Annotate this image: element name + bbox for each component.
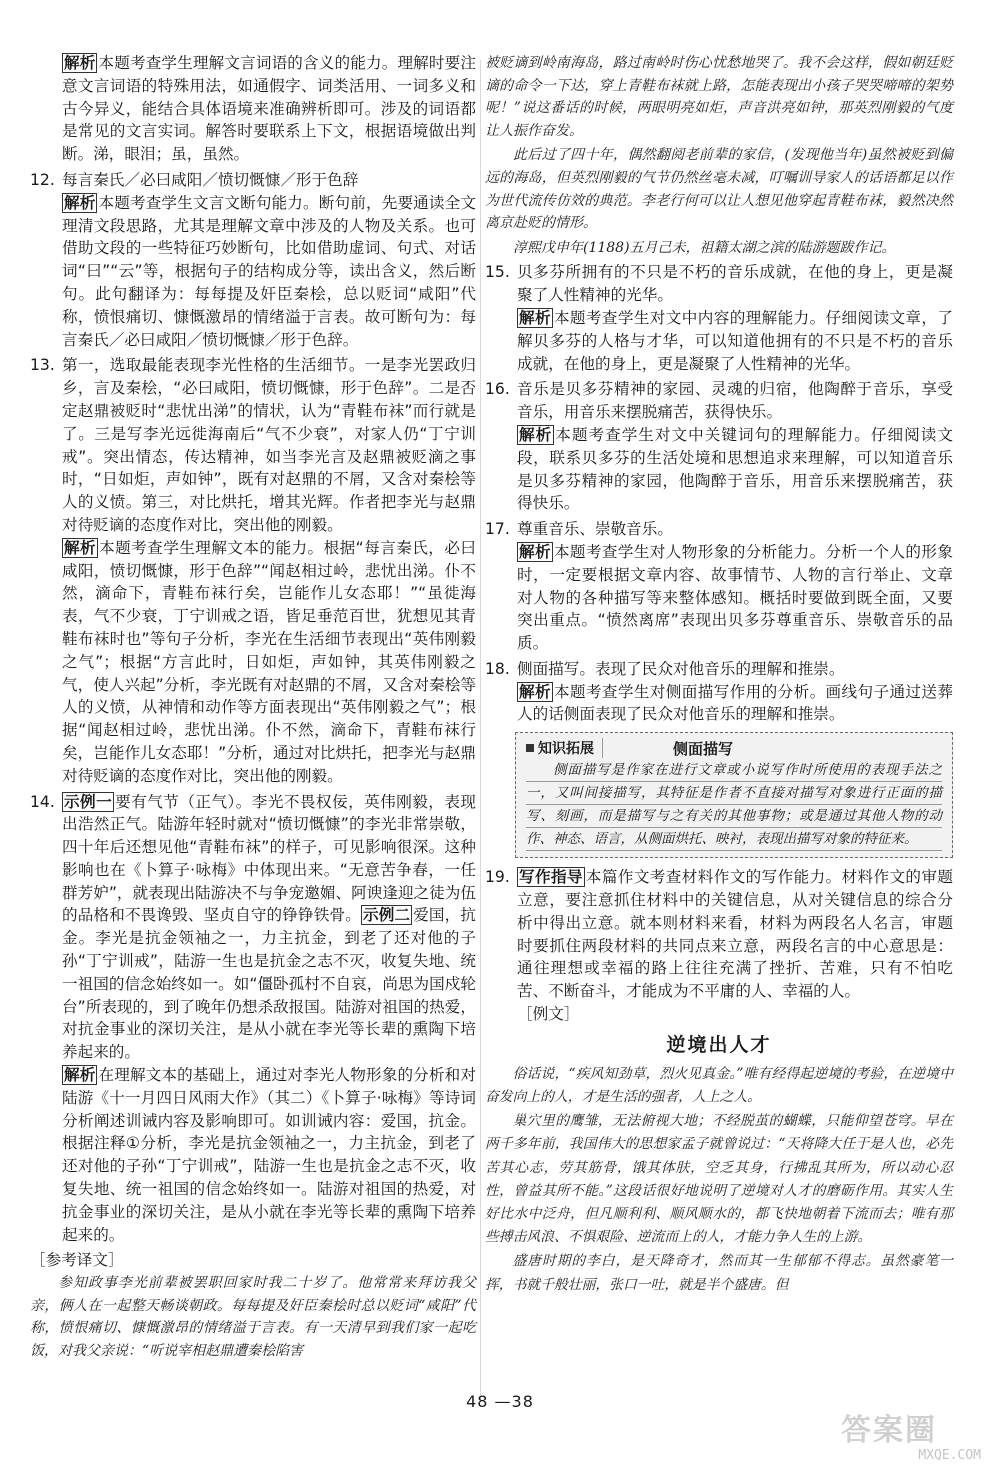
knowledge-extension-text: 侧面描写是作家在进行文章或小说写作时所使用的表现手法之一，又叫间接描写，其特征是作者不直接对描写对象进行正面的描写、刻画，而是描写与之有关的其他事物；或是通过其他人物的动作、神态、语言，从侧面烘托、映衬，表现出描写对象的特征来。 (526, 759, 942, 851)
question-number: 18. (485, 659, 510, 678)
translation-continued: 被贬谪到岭南海岛，路过南岭时伤心忧愁地哭了。我不会这样，假如朝廷贬谪的命令一下达，穿上青鞋布袜就上路，怎能表现出小孩子哭哭啼啼的架势呢！”说这番话的时候，两眼明亮如炬，声音洪亮如钟，那英烈刚毅的气度让人振作奋发。 (485, 55, 953, 139)
question-number: 15. (485, 263, 510, 282)
answer-text: 音乐是贝多芬精神的家园、灵魂的归宿，他陶醉于音乐，享受音乐，用音乐来摆脱痛苦，获得快乐。 (517, 380, 953, 422)
question-number: 12. (30, 170, 55, 189)
answer-text (62, 791, 476, 1065)
analysis-tag: 解析 (64, 1066, 96, 1085)
analysis-tag: 解析 (519, 425, 553, 444)
writing-guide-text: 本篇作文考查材料作文的写作能力。材料作文的审题立意，要注意抓住材料中的关键信息，从对关键信息的综合分析中得出立意。就本则材料来看，材料为两段名人名言，审题时要抓住两段材料的共同点来立意，两段名言的中心意思是：通往理想或幸福的路上往往充满了挫折、苦难，只有不怕吃苦、不断奋斗，才能成为不平庸的人、幸福的人。 (517, 868, 953, 1001)
answer-text: 每言秦氏／必曰咸阳／愤切慨慷／形于色辞 (62, 170, 359, 189)
essay-paragraph: 俗话说，“疾风知劲草，烈火见真金。”唯有经得起逆境的考验，在逆境中奋发向上的人，才是生活的强者，人上之人。 (485, 1065, 953, 1106)
writing-guide-tag: 写作指导 (519, 868, 583, 887)
question-number: 16. (485, 380, 510, 399)
question-15 (485, 261, 953, 375)
example-tag: 示例一 (64, 792, 113, 811)
right-column (485, 52, 953, 1298)
watermark-text: MXQE.COM (918, 1448, 981, 1463)
example-text: 爱国，抗金。李光是抗金领袖之一，力主抗金，到老了还对他的子孙“丁宁训戒”，陆游一生也是抗金之志不灭，收复失地、统一祖国的信念始终如一。如“僵卧孤村不自哀，尚思为国戍轮台”所表现的，到了晚年仍想杀敌报国。陆游对祖国的热爱，对抗金事业的深切关注，是从小就在李光等长辈的熏陶下培养起来的。 (62, 906, 476, 1062)
question-number: 13. (30, 356, 55, 375)
knowledge-extension-title: 侧面描写 (673, 739, 734, 758)
analysis-text: 本题考查学生对侧面描写作用的分析。画线句子通过送葬人的话侧面表现了民众对他音乐的理解和推崇。 (517, 682, 953, 724)
question-13 (30, 354, 476, 787)
watermark-logo (835, 1405, 985, 1465)
reference-translation-label: ［参考译文］ (30, 1251, 124, 1270)
analysis-tag: 解析 (64, 54, 96, 72)
translation-continued: 此后过了四十年，偶然翻阅老前辈的家信，(发现他当年)虽然被贬到偏远的海岛，但英烈刚毅的气节仍然丝毫未减，叮嘱训导家人的话语都足以作为世代流传仿效的典范。李老行何可以让人想见他穿起青鞋布袜，毅然决然离京赴贬的情形。 (485, 147, 953, 232)
question-18 (485, 658, 953, 726)
watermark-mark: 答案圈 (841, 1413, 937, 1448)
analysis-text: 在理解文本的基础上，通过对李光人物形象的分析和对陆游《十一月四日风雨大作》（其二）《卜算子·咏梅》等诗词分析阐述训诫内容及影响即可。如训诫内容：爱国，抗金。根据注释①分析，李光是抗金领袖之一，力主抗金，到老了还对他的子孙“丁宁训戒”，陆游一生也是抗金之志不灭，收复失地、统一祖国的信念始终如一。陆游对祖国的热爱，对抗金事业的深切关注，是从小就在李光等长辈的熏陶下培养起来的。 (62, 1066, 476, 1244)
analysis-tag: 解析 (519, 308, 551, 327)
knowledge-extension-box (515, 732, 953, 858)
q11-analysis (30, 52, 476, 166)
essay-title: 逆境出人才 (666, 1033, 772, 1056)
analysis-text: 本题考查学生理解文言词语的含义的能力。理解时要注意文言词语的特殊用法，如通假字、词类活用、一词多义和古今异义，能结合具体语境来准确辨析即可。涉及的词语都是常见的文言实词。解答时要联系上下文，根据语境做出判断。涕，眼泪；虽，虽然。 (62, 54, 476, 164)
analysis-tag: 解析 (64, 538, 97, 557)
answer-text: 贝多芬所拥有的不只是不朽的音乐成就，在他的身上，更是凝聚了人性精神的光华。 (517, 263, 953, 305)
analysis-text: 本题考查学生文言文断句能力。断句前，先要通读全文理清文段思路，尤其是理解文章中涉及的人物及关系。也可借助文段的一些特征巧妙断句，比如借助虚词、句式、对话词“曰”“云”等，根据句子的结构成分等，读出含义，然后断句。此句翻译为：每每提及奸臣秦桧，总以贬词“咸阳”代称，愤恨痛切、慷慨激昂的情绪溢于言表。故可断句为：每言秦氏／必曰咸阳／愤切慨慷／形于色辞。 (62, 193, 476, 349)
question-16 (485, 378, 953, 515)
reference-translation-text: 参知政事李光前辈被罢职回家时我二十岁了。他常常来拜访我父亲，俩人在一起整天畅谈朝政。每每提及奸臣秦桧时总以贬词“咸阳”代称，愤恨痛切、慷慨激昂的情绪溢于言表。有一天清早到我们家一起吃饭，对我父亲说：“听说宰相赵鼎遭秦桧陷害 (30, 1275, 476, 1360)
analysis-tag: 解析 (64, 193, 96, 212)
question-14 (30, 791, 476, 1247)
question-17 (485, 518, 953, 655)
question-19 (485, 866, 953, 1026)
answer-text: 第一，选取最能表现李光性格的生活细节。一是李光罢政归乡，言及秦桧，“必曰咸阳，愤切慨慷，形于色辞”。二是否定赵鼎被贬时“悲忧出涕”的情状，认为“青鞋布袜”而行就是了。三是写李光远徙海南后“气不少衰”，对家人仍“丁宁训戒”。突出情态，传达精神，如当李光言及赵鼎被贬滴之事时，“日如炬，声如钟”，既有对赵鼎的不屑，又含对秦桧等人的义愤。第三，对比烘托，增其光辉。作者把李光与赵鼎对待贬谪的态度作对比，突出他的刚毅。 (62, 356, 476, 534)
analysis-text: 本题考查学生对人物形象的分析能力。分析一个人的形象时，一定要根据文章内容、故事情节、人物的言行举止、文章对人物的各种描写等来整体感知。概括时要做到既全面，又要突出重点。“愤然离席”表现出贝多芬尊重音乐、崇敬音乐的品质。 (517, 542, 953, 653)
analysis-text: 本题考查学生对文中内容的理解能力。仔细阅读文章，了解贝多芬的人格与才华，可以知道他拥有的不只是不朽的音乐成就，在他的身上，更是凝聚了人性精神的光华。 (517, 308, 953, 373)
essay-paragraph: 巢穴里的鹰雏，无法俯视大地；不经脱茧的蝴蝶，只能仰望苍穹。早在两千多年前，我国伟大的思想家孟子就曾说过：“天将降大任于是人也，必先苦其心志，劳其筋骨，饿其体肤，空乏其身，行拂乱其所为，所以动心忍性，曾益其所不能。”这段话很好地说明了逆境对人才的磨砺作用。其实人生好比水中泛舟，但凡顺利利、顺风顺水的，都飞快地朝着下流而去；唯有那些搏击风浪、不惧艰险、逆流而上的人，才能力争人生的上游。 (485, 1113, 953, 1246)
analysis-text: 本题考查学生理解文本的能力。根据“每言秦氏，必曰咸阳，愤切慨慷，形于色辞”“闻赵相过岭，悲忧出涕。仆不然，滴命下，青鞋布袜行矣，岂能作儿女态耶！”“虽徙海表，气不少衰，丁宁训戒之语，皆足垂范百世，犹想见其青鞋布袜时也”等句子分析，李光在生活细节表现出“英伟刚毅之气”；根据“方言此时，日如炬，声如钟，其英伟刚毅之气，使人兴起”分析，李光既有对赵鼎的不屑，又含对秦桧等人的义愤，从神情和动作等方面表现出“英伟刚毅之气”；根据“闻赵相过岭，悲忧出涕。仆不然，滴命下，青鞋布袜行矣，岂能作儿女态耶！”分析，通过对比烘托，把李光与赵鼎对待贬谪的态度作对比，突出他的刚毅。 (62, 538, 476, 785)
knowledge-extension-tag: 知识拓展 (538, 738, 603, 758)
left-column (30, 52, 476, 1365)
example-label: ［例文］ (517, 1005, 580, 1024)
square-bullet-icon (526, 744, 534, 752)
example-text: 要有气节（正气）。李光不畏权佞，英伟刚毅，表现出浩然正气。陆游年轻时就对“愤切慨慷”的李光非常崇敬，四十年后还想见他“青鞋布袜”的样子，可见影响很深。这种影响也在《卜算子·咏梅》中体现出来。“无意苦争春，一任群芳妒”，就表现出陆游决不与争宠邀媚、阿谀逢迎之徒为伍的品格和不畏谗毁、坚贞自守的铮铮铁骨。 (62, 792, 476, 925)
example-tag: 示例二 (362, 906, 411, 925)
page-number: 48 —38 (466, 1392, 534, 1411)
question-number: 19. (485, 868, 510, 887)
answer-text: 尊重音乐、崇敬音乐。 (517, 520, 673, 539)
column-divider (480, 60, 481, 1400)
analysis-tag: 解析 (519, 682, 551, 701)
question-number: 14. (30, 792, 55, 811)
analysis-tag: 解析 (519, 542, 551, 561)
essay-paragraph: 盛唐时期的李白，是天降奇才，然而其一生郁郁不得志。虽然豪笔一挥，书就千般壮丽，张口一吐，就是半个盛唐。但 (485, 1253, 953, 1293)
analysis-text: 本题考查学生对文中关键词句的理解能力。仔细阅读文段，联系贝多芬的生活处境和思想追求来理解，可以知道音乐是贝多芬精神的家园，他陶醉于音乐，用音乐来摆脱痛苦，获得快乐。 (517, 425, 953, 513)
translation-continued: 淳熙戊申年(1188)五月己未，祖籍太湖之滨的陆游题跋作记。 (513, 239, 896, 256)
answer-text: 侧面描写。表现了民众对他音乐的理解和推崇。 (517, 659, 845, 678)
question-12 (30, 169, 476, 351)
question-number: 17. (485, 520, 510, 539)
